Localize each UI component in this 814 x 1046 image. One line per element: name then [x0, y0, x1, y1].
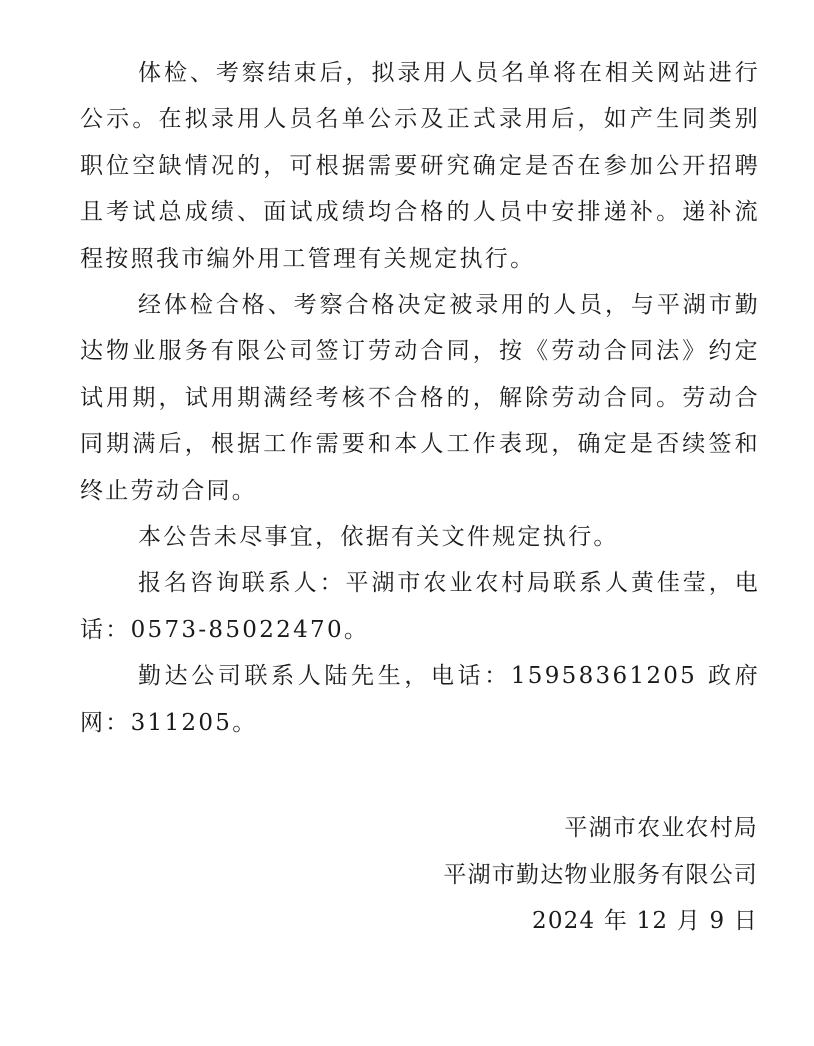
- signature-block: [443, 805, 758, 945]
- paragraph-supplement-rules: 体检、考察结束后，拟录用人员名单将在相关网站进行公示。在拟录用人员名单公示及正式录用后，如产生同类别职位空缺情况的，可根据需要研究确定是否在参加公开招聘且考试总成绩、面试成绩均合格的人员中安排递补。递补流程按照我市编外用工管理有关规定执行。: [80, 60, 760, 272]
- paragraph-company-contact: 勤达公司联系人陆先生，电话：15958361205 政府网：311205。: [80, 663, 760, 736]
- issuer-property-company: 平湖市勤达物业服务有限公司: [443, 861, 758, 888]
- paragraph-labor-contract: 经体检合格、考察合格决定被录用的人员，与平湖市勤达物业服务有限公司签订劳动合同，按《劳动合同法》约定试用期，试用期满经考核不合格的，解除劳动合同。劳动合同期满后，根据工作需要和本人工作表现，确定是否续签和终止劳动合同。: [80, 292, 760, 504]
- issue-date: 2024 年 12 月 9 日: [532, 908, 758, 934]
- paragraph-registration-contact: 报名咨询联系人：平湖市农业农村局联系人黄佳莹，电话：0573-85022470。: [80, 570, 760, 643]
- paragraph-other-matters: 本公告未尽事宜，依据有关文件规定执行。: [138, 524, 619, 551]
- issuer-agriculture-bureau: 平湖市农业农村局: [564, 815, 758, 841]
- document-body: [80, 50, 760, 746]
